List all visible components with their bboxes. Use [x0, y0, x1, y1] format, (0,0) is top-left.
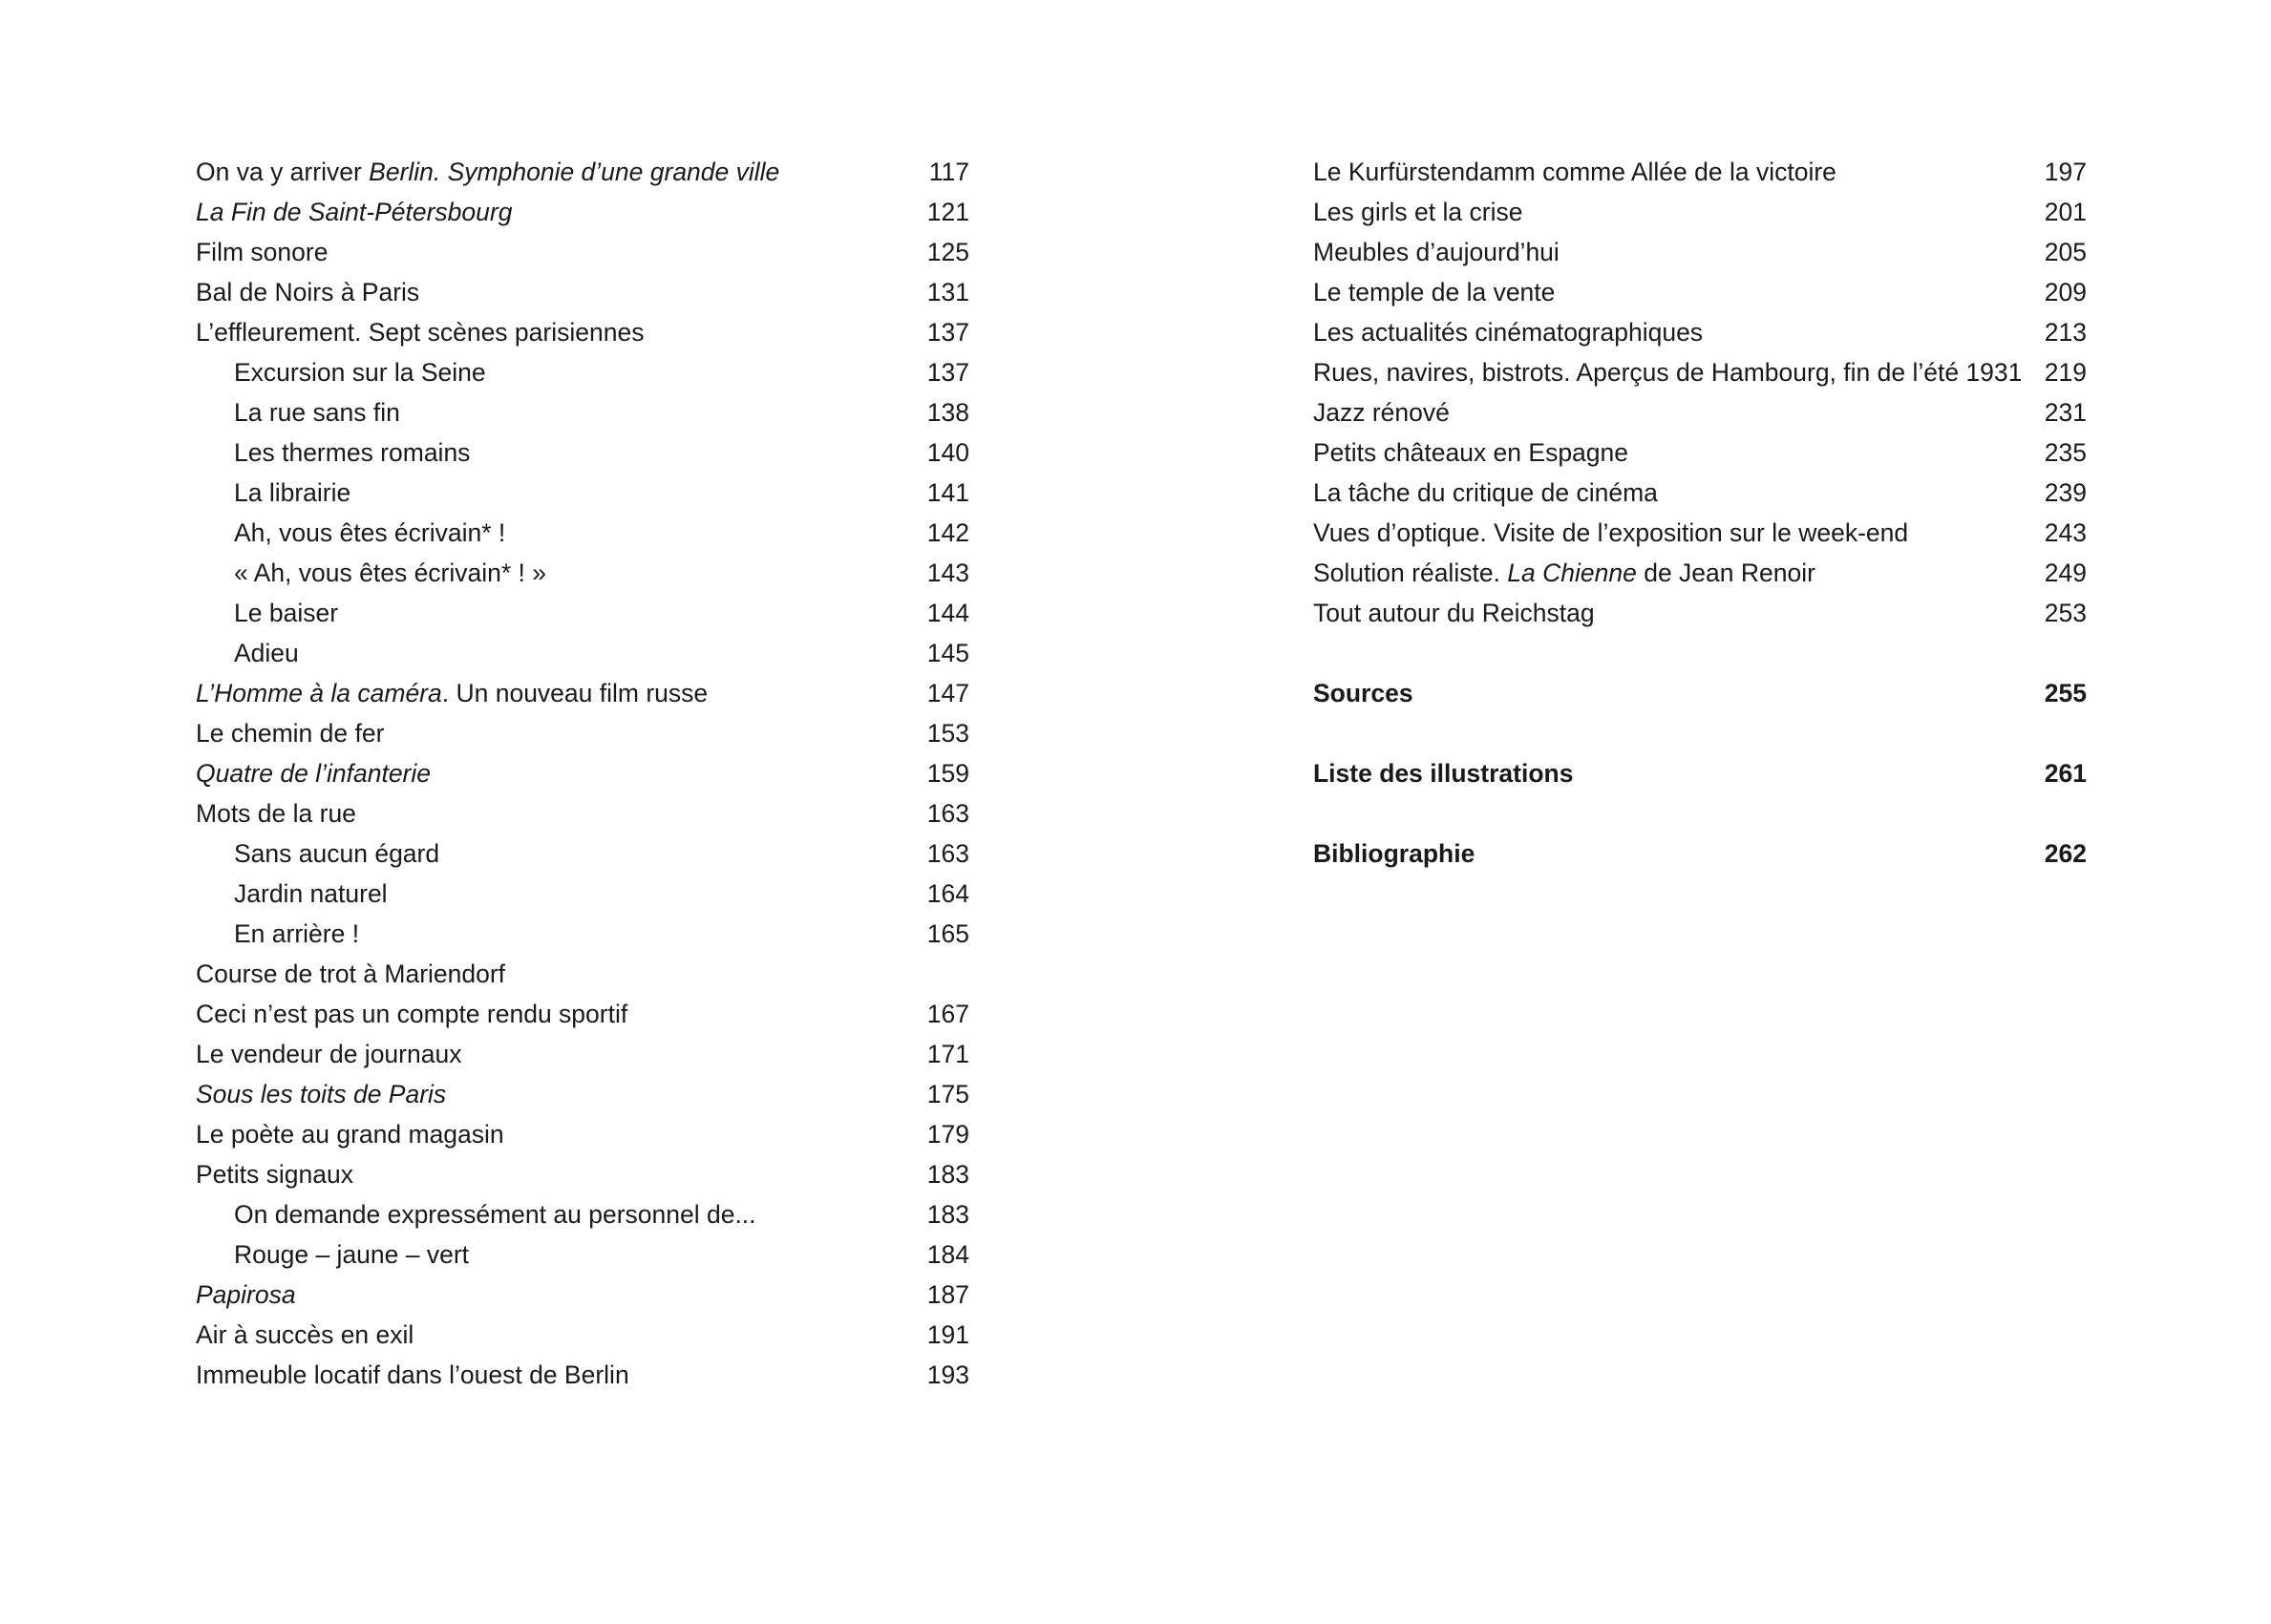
entry-title — [196, 994, 627, 1034]
entry-title-text: Les girls et la crise — [1313, 198, 1523, 226]
toc-subentry — [196, 392, 969, 432]
toc-left-column — [196, 152, 969, 1395]
toc-subentry — [196, 473, 969, 513]
entry-title — [196, 1034, 461, 1074]
page-number: 183 — [926, 1160, 969, 1189]
page-number: 209 — [2044, 278, 2087, 306]
page-number: 147 — [926, 679, 969, 707]
entry-title-text: Ceci n’est pas un compte rendu sportif — [196, 1000, 628, 1028]
entry-title — [1313, 312, 1703, 352]
page-number: 164 — [926, 879, 969, 908]
entry-title-text: Les thermes romains — [234, 438, 471, 467]
entry-title — [196, 1114, 504, 1154]
page-number: 253 — [2044, 599, 2087, 627]
toc-entry — [196, 152, 969, 192]
entry-title — [196, 1074, 446, 1114]
entry-title-italic: Quatre de l’infanterie — [196, 759, 432, 788]
entry-title-text: La rue sans fin — [234, 398, 400, 427]
entry-title — [1313, 593, 1595, 633]
back-matter-entry — [1313, 833, 2087, 874]
toc-right-column — [1313, 152, 2087, 874]
entry-title-italic: La Chienne — [1507, 559, 1637, 587]
entry-title-text: La librairie — [234, 478, 351, 507]
toc-entry — [1313, 352, 2087, 392]
page-number: 143 — [926, 559, 969, 587]
toc-subentry — [196, 874, 969, 914]
entry-title — [196, 713, 384, 753]
page-number: 141 — [926, 478, 969, 507]
entry-title — [234, 633, 299, 673]
toc-entry — [1313, 232, 2087, 272]
section-spacer — [1313, 713, 2087, 753]
page-number: 138 — [926, 398, 969, 427]
page-number: 159 — [926, 759, 969, 788]
page-number: 243 — [2044, 518, 2087, 547]
page-number: 191 — [926, 1320, 969, 1349]
entry-title-italic: Papirosa — [196, 1280, 296, 1309]
toc-subentry — [196, 633, 969, 673]
page-number: 144 — [926, 599, 969, 627]
entry-title-text: Jazz rénové — [1313, 398, 1450, 427]
entry-title — [234, 1194, 756, 1234]
toc-entry — [1313, 272, 2087, 312]
entry-title-text: Petits signaux — [196, 1160, 353, 1189]
entry-title-text: Excursion sur la Seine — [234, 358, 486, 387]
toc-subentry — [196, 513, 969, 553]
entry-title — [1313, 192, 1522, 232]
page-number: 255 — [2044, 679, 2087, 707]
toc-entry — [1313, 152, 2087, 192]
entry-title-text: Sans aucun égard — [234, 839, 440, 868]
toc-entry — [196, 312, 969, 352]
page-number: 175 — [926, 1080, 969, 1108]
entry-title-text: L’effleurement. Sept scènes parisiennes — [196, 318, 645, 347]
entry-title-text: Le poète au grand magasin — [196, 1120, 504, 1149]
page-number: 163 — [926, 799, 969, 828]
toc-subentry — [196, 432, 969, 473]
page-number: 140 — [926, 438, 969, 467]
entry-title-text: Tout autour du Reichstag — [1313, 599, 1595, 627]
toc-entry — [196, 1275, 969, 1315]
toc-entry — [196, 1074, 969, 1114]
entry-title — [196, 1275, 296, 1315]
page-number: 165 — [926, 919, 969, 948]
page-number: 171 — [926, 1040, 969, 1068]
toc-entry — [196, 272, 969, 312]
entry-title-text: Mots de la rue — [196, 799, 356, 828]
toc-subentry — [196, 1234, 969, 1275]
page-number: 213 — [2044, 318, 2087, 347]
entry-title-text: Meubles d’aujourd’hui — [1313, 238, 1560, 266]
page-number: 261 — [2044, 759, 2087, 788]
entry-title-text: La tâche du critique de cinéma — [1313, 478, 1658, 507]
page-number: 142 — [926, 518, 969, 547]
page-number: 205 — [2044, 238, 2087, 266]
toc-entry — [1313, 513, 2087, 553]
toc-entry — [196, 1315, 969, 1355]
entry-title — [196, 673, 708, 713]
entry-title — [1313, 473, 1658, 513]
back-matter-title: Bibliographie — [1313, 839, 1475, 868]
entry-title-text: de Jean Renoir — [1636, 559, 1815, 587]
entry-title — [196, 1315, 414, 1355]
page-number: 145 — [926, 639, 969, 667]
toc-entry — [196, 1114, 969, 1154]
entry-title-text: Rouge – jaune – vert — [234, 1240, 470, 1269]
entry-title — [1313, 432, 1628, 473]
entry-title — [196, 793, 356, 833]
entry-title — [1313, 232, 1560, 272]
entry-title — [234, 392, 400, 432]
toc-entry — [1313, 473, 2087, 513]
page-number: 131 — [926, 278, 969, 306]
entry-title — [196, 192, 512, 232]
entry-title — [196, 312, 644, 352]
toc-entry — [196, 192, 969, 232]
toc-entry — [196, 994, 969, 1034]
page-number: 121 — [926, 198, 969, 226]
page-number: 163 — [926, 839, 969, 868]
toc-entry — [196, 1355, 969, 1395]
entry-title-text: Le Kurfürstendamm comme Allée de la victoire — [1313, 158, 1836, 186]
entry-title-text: Jardin naturel — [234, 879, 388, 908]
toc-entry — [196, 713, 969, 753]
page-number: 231 — [2044, 398, 2087, 427]
entry-title — [1313, 272, 1555, 312]
entry-title-italic: Berlin. Symphonie d’une grande ville — [369, 158, 780, 186]
entry-title-text: Vues d’optique. Visite de l’exposition sur le week-end — [1313, 518, 1909, 547]
entry-title-text: Le baiser — [234, 599, 339, 627]
toc-entry — [196, 753, 969, 793]
entry-title-text: On demande expressément au personnel de... — [234, 1200, 756, 1229]
page-number: 262 — [2044, 839, 2087, 868]
page-number: 219 — [2044, 358, 2087, 387]
section-spacer — [1313, 633, 2087, 673]
entry-title — [196, 1154, 353, 1194]
entry-title-italic: L’Homme à la caméra — [196, 679, 442, 707]
page-number: 235 — [2044, 438, 2087, 467]
toc-entry — [1313, 392, 2087, 432]
entry-title — [234, 553, 546, 593]
entry-title — [234, 352, 486, 392]
entry-title-text: Solution réaliste. — [1313, 559, 1508, 587]
section-spacer — [1313, 793, 2087, 833]
page-number: 193 — [926, 1360, 969, 1389]
page-number: 137 — [926, 358, 969, 387]
toc-subentry — [196, 352, 969, 392]
entry-title — [196, 753, 431, 793]
page-number: 201 — [2044, 198, 2087, 226]
entry-title — [196, 232, 328, 272]
page-number: 125 — [926, 238, 969, 266]
entry-title — [196, 1355, 629, 1395]
back-matter-entry — [1313, 753, 2087, 793]
entry-title-text: Adieu — [234, 639, 299, 667]
entry-title — [1313, 513, 1908, 553]
entry-title — [234, 874, 388, 914]
entry-title — [196, 954, 505, 994]
page-number: 249 — [2044, 559, 2087, 587]
toc-entry — [1313, 593, 2087, 633]
back-matter-entry — [1313, 673, 2087, 713]
toc-entry — [196, 232, 969, 272]
toc-entry — [196, 673, 969, 713]
toc-entry — [1313, 553, 2087, 593]
page-number: 184 — [926, 1240, 969, 1269]
toc-subentry — [196, 914, 969, 954]
page-number: 239 — [2044, 478, 2087, 507]
entry-title-italic: Sous les toits de Paris — [196, 1080, 447, 1108]
entry-title — [1313, 553, 1815, 593]
entry-title — [234, 833, 439, 874]
page-number: 167 — [926, 1000, 969, 1028]
entry-title-text: Le temple de la vente — [1313, 278, 1556, 306]
entry-title — [234, 473, 350, 513]
entry-title — [234, 432, 470, 473]
page-number: 179 — [926, 1120, 969, 1149]
toc-entry — [196, 954, 969, 994]
toc-entry — [196, 1154, 969, 1194]
entry-title-text: Le chemin de fer — [196, 719, 385, 748]
page-number: 153 — [926, 719, 969, 748]
page-number: 197 — [2044, 158, 2087, 186]
entry-title — [196, 272, 419, 312]
entry-title — [234, 593, 338, 633]
entry-title-text: Le vendeur de journaux — [196, 1040, 462, 1068]
entry-title-text: Ah, vous êtes écrivain* ! — [234, 518, 506, 547]
entry-title — [1313, 352, 2022, 392]
entry-title — [1313, 152, 1836, 192]
entry-title — [234, 513, 505, 553]
page-number: 137 — [926, 318, 969, 347]
toc-entry — [1313, 192, 2087, 232]
toc-entry — [196, 793, 969, 833]
back-matter-title: Liste des illustrations — [1313, 759, 1574, 788]
toc-entry — [1313, 432, 2087, 473]
entry-title-text: On va y arriver — [196, 158, 370, 186]
entry-title — [196, 152, 779, 192]
entry-title-text: Rues, navires, bistrots. Aperçus de Hambourg, fin de l’été 1931 — [1313, 358, 2023, 387]
toc-entry — [196, 1034, 969, 1074]
toc-subentry — [196, 833, 969, 874]
entry-title — [234, 1234, 469, 1275]
toc-entry — [1313, 312, 2087, 352]
entry-title-text: Immeuble locatif dans l’ouest de Berlin — [196, 1360, 629, 1389]
page-number: 187 — [926, 1280, 969, 1309]
entry-title — [1313, 392, 1450, 432]
entry-title-text: « Ah, vous êtes écrivain* ! » — [234, 559, 547, 587]
page-number: 183 — [926, 1200, 969, 1229]
page-number: 117 — [928, 158, 969, 186]
toc-subentry — [196, 553, 969, 593]
entry-title-text: Course de trot à Mariendorf — [196, 960, 506, 988]
toc-subentry — [196, 1194, 969, 1234]
entry-title-text: Film sonore — [196, 238, 329, 266]
entry-title-text: Air à succès en exil — [196, 1320, 414, 1349]
entry-title-text: Les actualités cinématographiques — [1313, 318, 1704, 347]
entry-title-italic: La Fin de Saint-Pétersbourg — [196, 198, 513, 226]
entry-title-text: Bal de Noirs à Paris — [196, 278, 420, 306]
entry-title-text: . Un nouveau film russe — [441, 679, 709, 707]
entry-title — [234, 914, 359, 954]
entry-title-text: En arrière ! — [234, 919, 360, 948]
entry-title-text: Petits châteaux en Espagne — [1313, 438, 1629, 467]
back-matter-title: Sources — [1313, 679, 1413, 707]
toc-subentry — [196, 593, 969, 633]
